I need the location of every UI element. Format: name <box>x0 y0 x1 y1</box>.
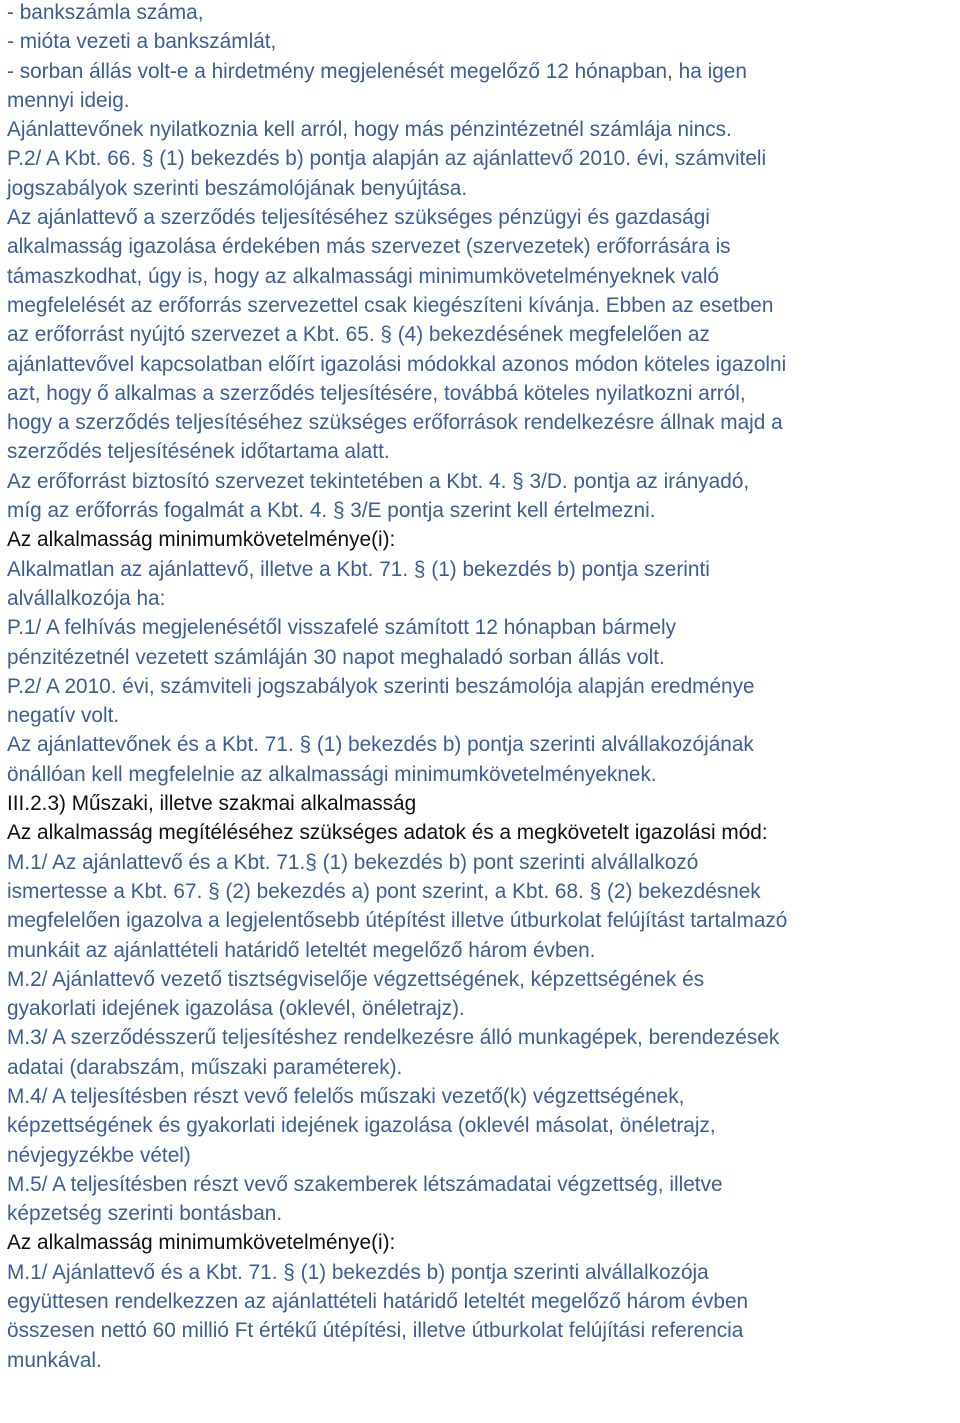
section-heading-line: Az alkalmasság megítéléséhez szükséges adatok és a megkövetelt igazolási mód: <box>7 821 768 845</box>
text-line: Az ajánlattevőnek és a Kbt. 71. § (1) bekezdés b) pontja szerinti alvállakozójának <box>7 733 754 757</box>
text-line: képzetség szerinti bontásban. <box>7 1202 283 1226</box>
text-line: M.5/ A teljesítésben részt vevő szakemberek létszámadatai végzettség, illetve <box>7 1172 723 1196</box>
text-line: gyakorlati idejének igazolása (oklevél, önéletrajz). <box>7 997 465 1021</box>
text-line: megfelelését az erőforrás szervezettel csak kiegészíteni kívánja. Ebben az esetben <box>7 293 774 317</box>
text-line: M.3/ A szerződésszerű teljesítéshez rendelkezésre álló munkagépek, berendezések <box>7 1026 780 1050</box>
text-line: M.2/ Ajánlattevő vezető tisztségviselője végzettségének, képzettségének és <box>7 967 705 991</box>
text-line: míg az erőforrás fogalmát a Kbt. 4. § 3/E pontja szerint kell értelmezni. <box>7 499 656 523</box>
text-line: megfelelően igazolva a legjelentősebb útépítést illetve útburkolat felújítást tartalmazó <box>7 909 788 933</box>
text-line: P.2/ A Kbt. 66. § (1) bekezdés b) pontja alapján az ajánlattevő 2010. évi, számviteli <box>7 147 767 171</box>
text-line: M.4/ A teljesítésben részt vevő felelős műszaki vezető(k) végzettségének, <box>7 1084 685 1108</box>
text-line: mennyi ideig. <box>7 88 130 112</box>
text-line: jogszabályok szerinti beszámolójának benyújtása. <box>7 176 468 200</box>
text-line: adatai (darabszám, műszaki paraméterek). <box>7 1055 403 1079</box>
text-line: hogy a szerződés teljesítéséhez szükséges erőforrások rendelkezésre állnak majd a <box>7 411 783 435</box>
text-line: - mióta vezeti a bankszámlát, <box>7 30 277 54</box>
text-line: alkalmasság igazolása érdekében más szervezet (szervezetek) erőforrására is <box>7 235 731 259</box>
text-line: képzettségének és gyakorlati idejének igazolása (oklevél másolat, önéletrajz, <box>7 1114 716 1138</box>
text-line: támaszkodhat, úgy is, hogy az alkalmassági minimumkövetelményeknek való <box>7 264 720 288</box>
text-line: munkáit az ajánlattételi határidő leteltét megelőző három évben. <box>7 938 596 962</box>
text-line: Az erőforrást biztosító szervezet tekintetében a Kbt. 4. § 3/D. pontja az irányadó, <box>7 469 750 493</box>
text-line: összesen nettó 60 millió Ft értékű útépítési, illetve útburkolat felújítási referencia <box>7 1319 744 1343</box>
text-line: negatív volt. <box>7 704 120 728</box>
text-line: Alkalmatlan az ajánlattevő, illetve a Kbt. 71. § (1) bekezdés b) pontja szerinti <box>7 557 710 581</box>
text-line: Az ajánlattevő a szerződés teljesítéséhez szükséges pénzügyi és gazdasági <box>7 206 710 230</box>
text-line: névjegyzékbe vétel) <box>7 1143 191 1167</box>
text-line: azt, hogy ő alkalmas a szerződés teljesítésére, továbbá köteles nyilatkozni arról, <box>7 381 746 405</box>
section-heading-line: III.2.3) Műszaki, illetve szakmai alkalmasság <box>7 792 417 816</box>
text-line: pénzitézetnél vezetett számláján 30 napot meghaladó sorban állás volt. <box>7 645 665 669</box>
section-heading-line: Az alkalmasság minimumkövetelménye(i): <box>7 528 396 552</box>
text-line: ismertesse a Kbt. 67. § (2) bekezdés a) pont szerint, a Kbt. 68. § (2) bekezdésnek <box>7 879 761 903</box>
text-line: - sorban állás volt-e a hirdetmény megjelenését megelőző 12 hónapban, ha igen <box>7 59 747 83</box>
text-line: önállóan kell megfelelnie az alkalmassági minimumkövetelményeknek. <box>7 762 657 786</box>
text-line: Ajánlattevőnek nyilatkoznia kell arról, hogy más pénzintézetnél számlája nincs. <box>7 118 732 142</box>
text-line: P.2/ A 2010. évi, számviteli jogszabályok szerinti beszámolója alapján eredménye <box>7 674 755 698</box>
text-line: együttesen rendelkezzen az ajánlattételi határidő leteltét megelőző három évben <box>7 1290 749 1314</box>
document-body <box>7 0 960 1376</box>
text-line: M.1/ Ajánlattevő és a Kbt. 71. § (1) bekezdés b) pontja szerinti alvállalkozója <box>7 1260 709 1284</box>
text-line: M.1/ Az ajánlattevő és a Kbt. 71.§ (1) bekezdés b) pont szerinti alvállalkozó <box>7 850 699 874</box>
text-line: ajánlattevővel kapcsolatban előírt igazolási módokkal azonos módon köteles igazolni <box>7 352 787 376</box>
text-line: alvállalkozója ha: <box>7 586 166 610</box>
text-line: P.1/ A felhívás megjelenésétől visszafelé számított 12 hónapban bármely <box>7 616 676 640</box>
section-heading-line: Az alkalmasság minimumkövetelménye(i): <box>7 1231 396 1255</box>
text-line: munkával. <box>7 1348 102 1372</box>
text-line: szerződés teljesítésének időtartama alatt. <box>7 440 390 464</box>
text-line: az erőforrást nyújtó szervezet a Kbt. 65. § (4) bekezdésének megfelelően az <box>7 323 710 347</box>
text-line: - bankszámla száma, <box>7 1 204 24</box>
